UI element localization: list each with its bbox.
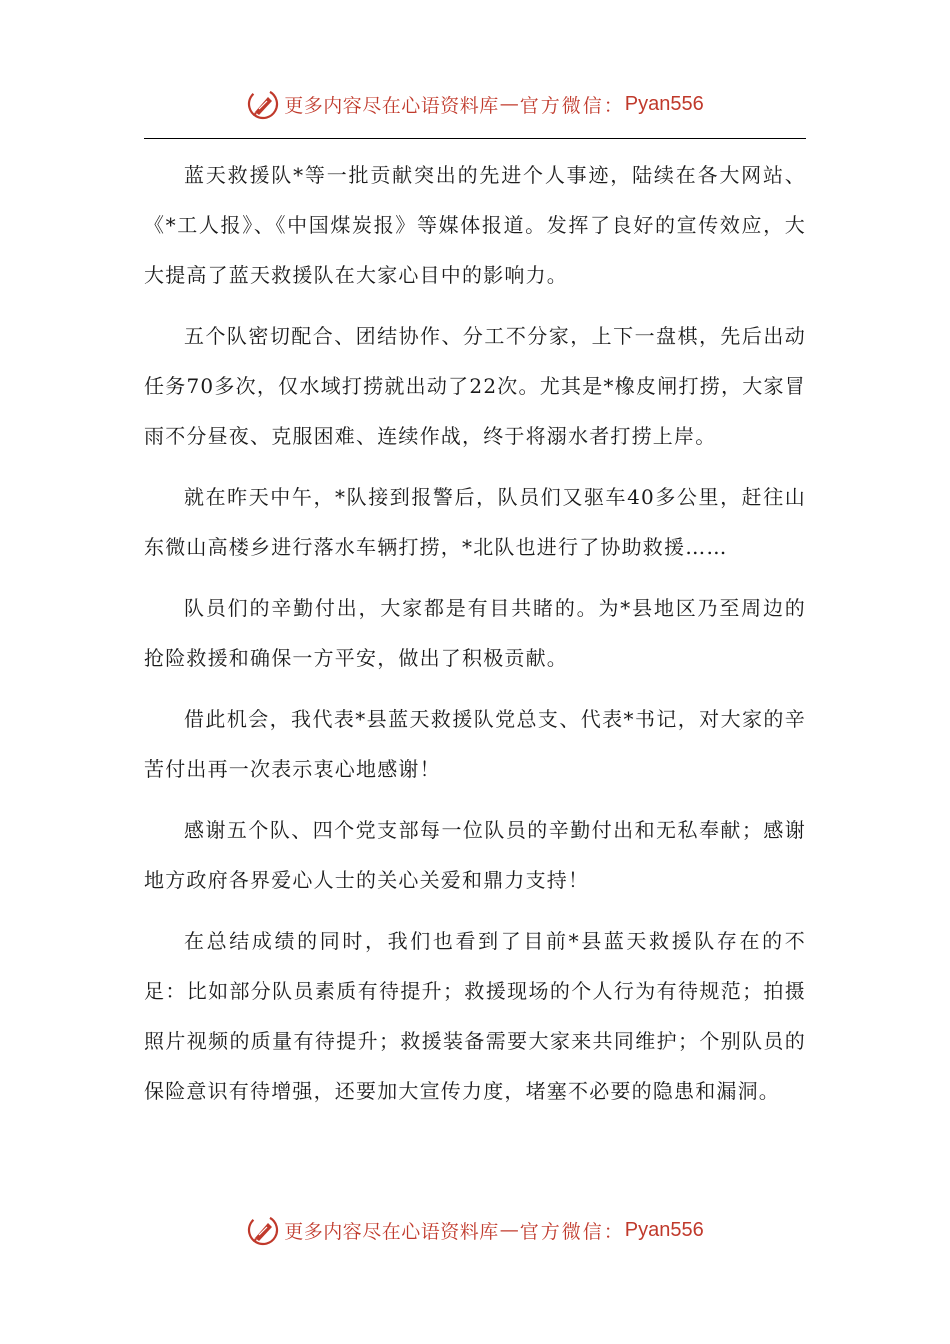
footer-watermark — [0, 1210, 950, 1250]
watermark-wechat-label: 官方微信： — [519, 1220, 625, 1243]
watermark-wechat-label: 官方微信： — [519, 94, 625, 117]
watermark-slogan: 更多内容尽在心语资料库 — [284, 1220, 499, 1243]
paragraph: 在总结成绩的同时，我们也看到了目前*县蓝天救援队存在的不足：比如部分队员素质有待提升；救援现场的个人行为有待规范；拍摄照片视频的质量有待提升；救援装备需要大家来共同维护；个别队员的保险意识有待增强，还要加大宣传力度，堵塞不必要的隐患和漏洞。 — [144, 929, 806, 1103]
document-body — [144, 150, 806, 1127]
header-watermark — [0, 84, 950, 124]
pen-nib-logo-icon — [246, 1213, 280, 1247]
paragraph: 五个队密切配合、团结协作、分工不分家，上下一盘棋，先后出动任务70多次，仅水域打捞就出动了22次。尤其是*橡皮闸打捞，大家冒雨不分昼夜、克服困难、连续作战，终于将溺水者打捞上岸。 — [144, 324, 806, 448]
watermark-dash: — — [499, 1219, 519, 1241]
pen-nib-logo-icon — [246, 87, 280, 121]
paragraph: 借此机会，我代表*县蓝天救援队党总支、代表*书记，对大家的辛苦付出再一次表示衷心地感谢！ — [144, 707, 806, 781]
paragraph: 蓝天救援队*等一批贡献突出的先进个人事迹，陆续在各大网站、《*工人报》、《中国煤炭报》等媒体报道。发挥了良好的宣传效应，大大提高了蓝天救援队在大家心目中的影响力。 — [144, 163, 806, 287]
watermark-slogan: 更多内容尽在心语资料库 — [284, 94, 499, 117]
watermark-dash: — — [499, 93, 519, 115]
paragraph: 队员们的辛勤付出，大家都是有目共睹的。为*县地区乃至周边的抢险救援和确保一方平安，做出了积极贡献。 — [144, 596, 806, 670]
header-divider — [144, 138, 806, 139]
paragraph: 感谢五个队、四个党支部每一位队员的辛勤付出和无私奉献；感谢地方政府各界爱心人士的关心关爱和鼎力支持！ — [144, 818, 806, 892]
watermark-wechat-id: Pyan556 — [624, 92, 704, 115]
watermark-wechat-id: Pyan556 — [624, 1218, 704, 1241]
paragraph: 就在昨天中午，*队接到报警后，队员们又驱车40多公里，赶往山东微山高楼乡进行落水车辆打捞，*北队也进行了协助救援…… — [144, 485, 806, 559]
